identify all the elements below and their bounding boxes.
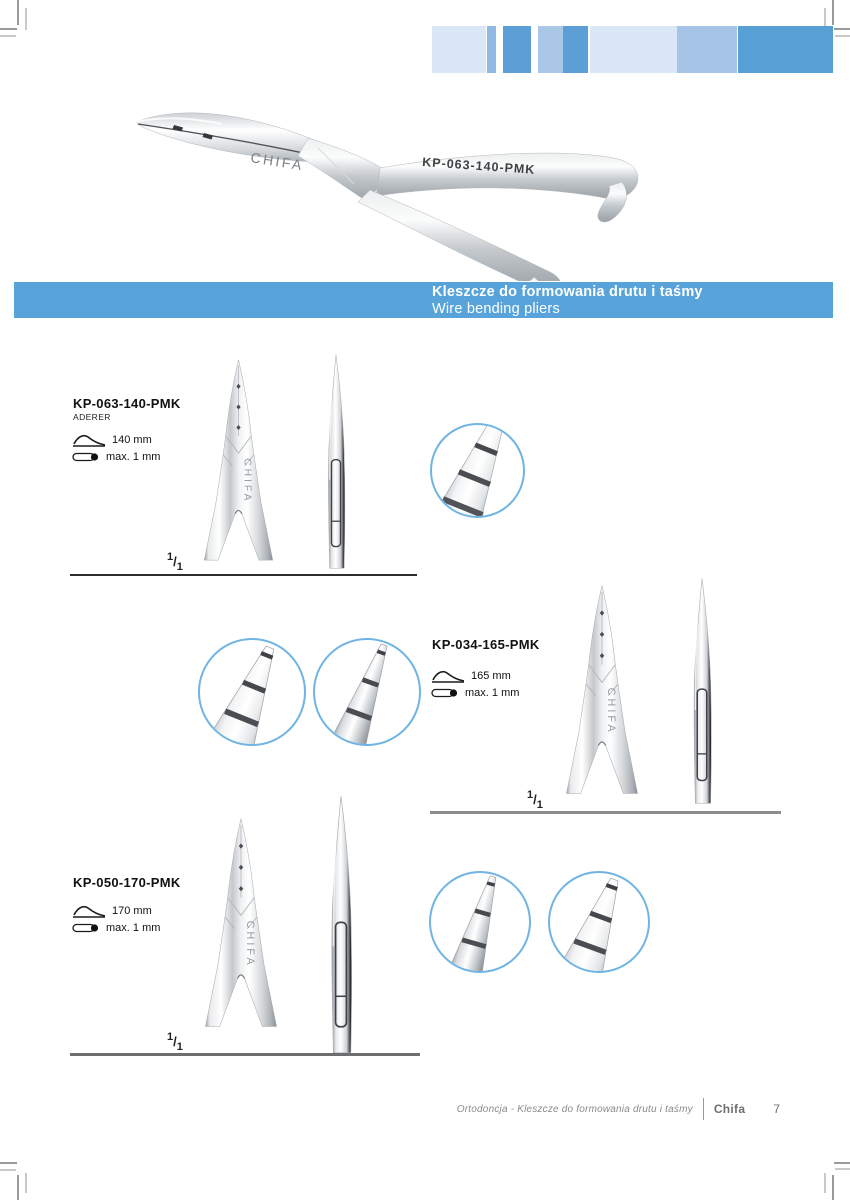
scale-slash: / [533,792,537,807]
spec-max-wire [72,451,160,463]
wire-thickness-icon [72,923,100,934]
scale-baseline [70,1053,420,1056]
crop-mark [834,1162,850,1164]
spec-length-value: 170 mm [112,905,152,917]
crop-mark [25,8,27,30]
crop-mark [832,1175,834,1200]
tip-detail-circle [313,638,421,746]
section-title-band [14,282,833,318]
product-code: KP-034-165-PMK [432,637,540,652]
scale-label [527,789,543,811]
crop-mark [0,28,17,30]
hero-brand-engraving: CHIFA [249,149,306,174]
crop-mark [835,35,850,37]
hero-pliers-photo [122,96,645,281]
scale-denominator: 1 [176,561,183,573]
color-bar-segment [590,26,677,73]
crop-mark [0,35,16,37]
spec-max-wire [431,687,519,699]
pliers-side-view [317,348,355,575]
footer-divider [703,1098,704,1120]
pliers-front-view [200,345,277,575]
footer-breadcrumb: Ortodoncja - Kleszcze do formowania drutu i taśmy [456,1103,693,1115]
scale-baseline [70,574,417,576]
scale-label [167,551,183,573]
tip-detail-flat-jaw [432,425,523,516]
crop-mark [25,1173,27,1193]
spec-max-value: max. 1 mm [465,687,520,699]
footer-brand: Chifa [713,1102,746,1116]
pliers-profile-icon [431,668,465,684]
color-bar-segment [487,26,496,73]
footer [430,1096,780,1122]
crop-mark [17,1175,19,1200]
product-code: KP-050-170-PMK [73,875,181,890]
product-code: KP-063-140-PMK [73,396,181,411]
color-bar-segment [563,26,588,73]
scale-slash: / [173,554,177,569]
crop-mark [0,1169,16,1171]
color-bar-segment [738,26,833,73]
section-title-en: Wire bending pliers [432,300,560,317]
crop-mark [835,1168,850,1170]
tip-detail-circle [430,423,525,518]
spec-length-value: 165 mm [471,670,511,682]
pliers-profile-icon [72,432,106,448]
spec-max-wire [72,922,160,934]
footer-page-number: 7 [773,1102,780,1116]
product-subtitle: ADERER [73,412,111,422]
crop-mark [832,0,834,25]
spec-max-value: max. 1 mm [106,451,161,463]
tip-detail-circle [548,871,650,973]
spec-length [431,668,519,684]
crop-mark [824,1173,826,1193]
crop-mark [834,28,850,30]
wire-thickness-icon [72,452,100,463]
section-title-pl: Kleszcze do formowania drutu i taśmy [432,284,703,300]
crop-mark [17,0,19,25]
scale-numerator: 1 [527,789,534,801]
scale-numerator: 1 [167,551,174,563]
pliers-side-view [318,794,364,1055]
product-specs [72,903,160,934]
pliers-profile-icon [72,903,106,919]
product-specs [72,432,160,463]
scale-denominator: 1 [176,1041,183,1053]
tip-detail-round-jaw [431,873,529,971]
tip-detail-circle [198,638,306,746]
color-bar-segment [538,26,563,73]
tip-detail-flat-jaw [550,873,648,971]
color-bar-segment [432,26,486,73]
tip-detail-round-jaw [315,640,419,744]
hero-code-engraving: KP-063-140-PMK [421,155,536,177]
scale-slash: / [173,1034,177,1049]
scale-numerator: 1 [167,1031,174,1043]
spec-max-value: max. 1 mm [106,922,161,934]
wire-thickness-icon [431,688,459,699]
spec-length [72,903,160,919]
pliers-front-view [201,790,281,1055]
color-bar-segment [503,26,531,73]
tip-detail-flat-jaw [200,640,304,744]
tip-detail-circle [429,871,531,973]
scale-label [167,1031,183,1053]
pliers-side-view [682,569,722,813]
spec-length [72,432,160,448]
spec-length-value: 140 mm [112,434,152,446]
crop-mark [0,1162,17,1164]
scale-baseline [430,811,781,814]
pliers-front-view [562,566,642,813]
scale-denominator: 1 [536,799,543,811]
product-specs [431,668,519,699]
color-bar-segment [677,26,737,73]
